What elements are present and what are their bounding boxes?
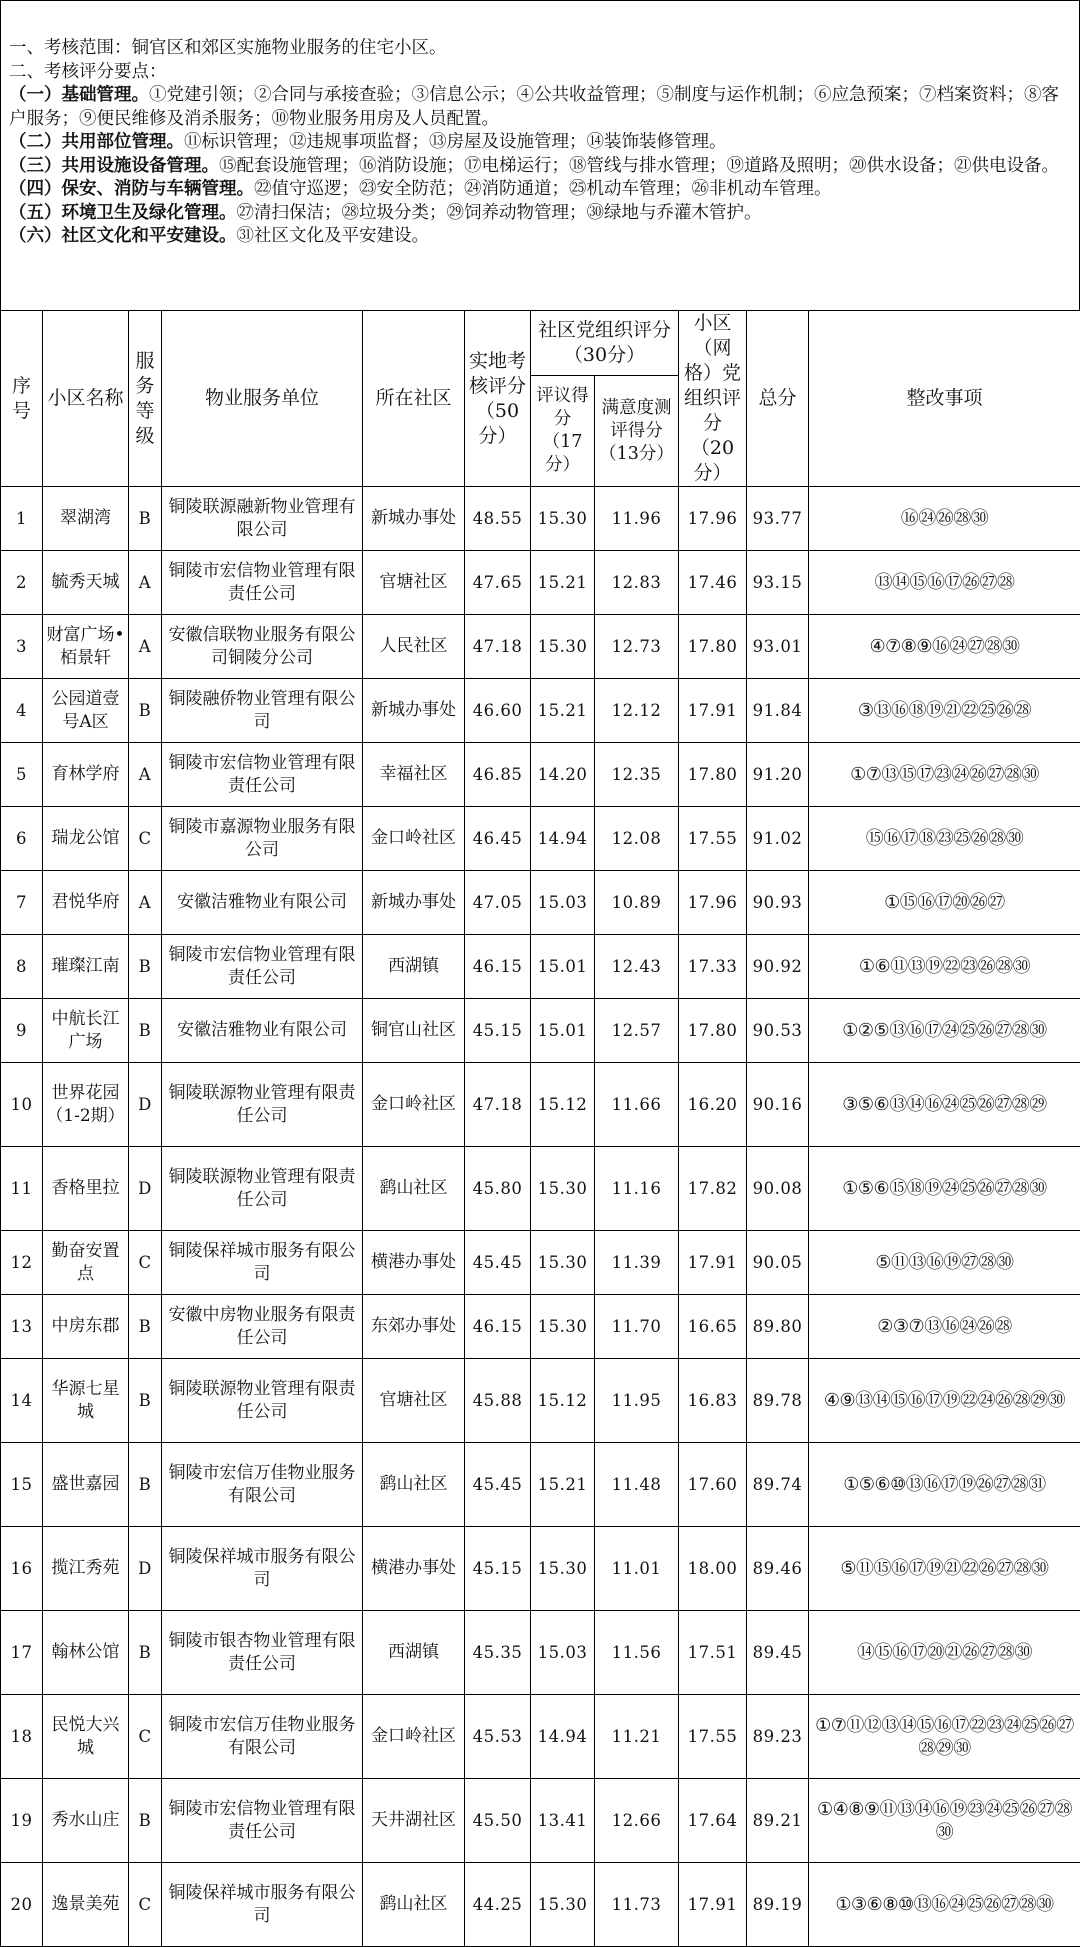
cell-total: 90.92 [747,935,809,999]
cell-field-score: 45.15 [465,999,531,1063]
score-table [0,310,1080,1947]
cell-community: 新城办事处 [363,871,465,935]
cell-review-score: 15.30 [531,1295,595,1359]
cell-field-score: 46.15 [465,935,531,999]
cell-community: 天井湖社区 [363,1779,465,1863]
cell-grid-score: 17.80 [679,743,747,807]
cell-name: 中房东郡 [43,1295,129,1359]
cell-review-score: 15.30 [531,1863,595,1947]
cell-grade: B [129,1295,162,1359]
cell-field-score: 45.45 [465,1443,531,1527]
header-party-group: 社区党组织评分（30分） [531,311,679,376]
cell-grade: A [129,871,162,935]
cell-satisfaction-score: 12.66 [595,1779,679,1863]
cell-grade: B [129,679,162,743]
cell-company: 铜陵市宏信物业管理有限责任公司 [162,935,363,999]
cell-grade: D [129,1147,162,1231]
cell-total: 90.05 [747,1231,809,1295]
cell-seq: 15 [1,1443,43,1527]
cell-review-score: 15.30 [531,487,595,551]
cell-review-score: 14.20 [531,743,595,807]
table-row [1,743,1080,807]
header-community: 所在社区 [363,311,465,487]
cell-grid-score: 18.00 [679,1527,747,1611]
cell-community: 鹞山社区 [363,1443,465,1527]
cell-seq: 5 [1,743,43,807]
cell-company: 铜陵联源物业管理有限责任公司 [162,1147,363,1231]
cell-name: 民悦大兴城 [43,1695,129,1779]
cell-field-score: 46.45 [465,807,531,871]
cell-company: 铜陵市宏信万佳物业服务有限公司 [162,1695,363,1779]
cell-satisfaction-score: 11.70 [595,1295,679,1359]
cell-company: 安徽信联物业服务有限公司铜陵分公司 [162,615,363,679]
cell-grid-score: 17.46 [679,551,747,615]
table-row [1,1695,1080,1779]
header-rectify: 整改事项 [809,311,1080,487]
cell-grade: C [129,1231,162,1295]
intro-section-1: （一）基础管理。①党建引领；②合同与承接查验；③信息公示；④公共收益管理；⑤制度与运作机制；⑥应急预案；⑦档案资料；⑧客户服务；⑨便民维修及消杀服务；⑩物业服务用房及人员配置。 [9,84,1071,131]
cell-grade: C [129,1863,162,1947]
cell-grid-score: 17.55 [679,1695,747,1779]
cell-total: 89.78 [747,1359,809,1443]
table-row [1,1527,1080,1611]
cell-name: 勤奋安置点 [43,1231,129,1295]
cell-seq: 9 [1,999,43,1063]
cell-grid-score: 16.83 [679,1359,747,1443]
cell-total: 90.93 [747,871,809,935]
cell-field-score: 45.35 [465,1611,531,1695]
cell-grid-score: 16.20 [679,1063,747,1147]
cell-review-score: 15.30 [531,1147,595,1231]
cell-total: 93.01 [747,615,809,679]
cell-seq: 3 [1,615,43,679]
cell-company: 铜陵保祥城市服务有限公司 [162,1231,363,1295]
cell-review-score: 15.01 [531,935,595,999]
cell-total: 89.19 [747,1863,809,1947]
cell-review-score: 15.12 [531,1063,595,1147]
cell-name: 翰林公馆 [43,1611,129,1695]
cell-rectify-items: ①⑦⑬⑮⑰㉓㉔㉖㉗㉘㉚ [809,743,1080,807]
cell-community: 西湖镇 [363,935,465,999]
intro-section-3: （三）共用设施设备管理。⑮配套设施管理；⑯消防设施；⑰电梯运行；⑱管线与排水管理；⑲道路及照明；⑳供水设备；㉑供电设备。 [9,155,1071,179]
header-field-score: 实地考核评分（50分） [465,311,531,487]
cell-field-score: 45.45 [465,1231,531,1295]
cell-field-score: 46.15 [465,1295,531,1359]
cell-company: 铜陵市宏信万佳物业服务有限公司 [162,1443,363,1527]
cell-seq: 11 [1,1147,43,1231]
cell-rectify-items: ⑮⑯⑰⑱㉓㉕㉖㉘㉚ [809,807,1080,871]
cell-field-score: 47.05 [465,871,531,935]
cell-total: 91.02 [747,807,809,871]
cell-community: 幸福社区 [363,743,465,807]
header-satisfaction-score: 满意度测评得分（13分） [595,376,679,487]
cell-name: 华源七星城 [43,1359,129,1443]
cell-satisfaction-score: 12.35 [595,743,679,807]
header-seq: 序号 [1,311,43,487]
cell-grade: B [129,1611,162,1695]
intro-points-heading: 二、考核评分要点： [9,61,1071,85]
cell-grade: B [129,1779,162,1863]
cell-field-score: 46.85 [465,743,531,807]
cell-satisfaction-score: 11.01 [595,1527,679,1611]
cell-grade: C [129,807,162,871]
assessment-intro [0,0,1080,310]
cell-community: 鹞山社区 [363,1147,465,1231]
cell-field-score: 45.80 [465,1147,531,1231]
cell-name: 中航长江广场 [43,999,129,1063]
cell-grade: B [129,999,162,1063]
cell-seq: 4 [1,679,43,743]
cell-grid-score: 17.82 [679,1147,747,1231]
cell-review-score: 15.30 [531,1231,595,1295]
cell-review-score: 15.03 [531,871,595,935]
cell-total: 93.77 [747,487,809,551]
cell-field-score: 45.53 [465,1695,531,1779]
cell-total: 91.20 [747,743,809,807]
cell-grid-score: 17.91 [679,1231,747,1295]
cell-name: 翠湖湾 [43,487,129,551]
cell-company: 铜陵市银杏物业管理有限责任公司 [162,1611,363,1695]
intro-section-2: （二）共用部位管理。⑪标识管理；⑫违规事项监督；⑬房屋及设施管理；⑭装饰装修管理。 [9,131,1071,155]
table-row [1,871,1080,935]
header-grade: 服务等级 [129,311,162,487]
cell-community: 铜官山社区 [363,999,465,1063]
cell-total: 89.74 [747,1443,809,1527]
cell-rectify-items: ③⑤⑥⑬⑭⑯㉔㉕㉖㉗㉘㉙ [809,1063,1080,1147]
cell-total: 91.84 [747,679,809,743]
cell-name: 璀璨江南 [43,935,129,999]
cell-grade: B [129,1443,162,1527]
cell-seq: 12 [1,1231,43,1295]
table-row [1,1779,1080,1863]
cell-grid-score: 17.51 [679,1611,747,1695]
cell-satisfaction-score: 11.16 [595,1147,679,1231]
cell-satisfaction-score: 12.08 [595,807,679,871]
header-review-score: 评议得分（17分） [531,376,595,487]
cell-community: 新城办事处 [363,487,465,551]
cell-rectify-items: ⑤⑪⑬⑯⑲㉗㉘㉚ [809,1231,1080,1295]
cell-rectify-items: ①⑮⑯⑰⑳㉖㉗ [809,871,1080,935]
cell-field-score: 44.25 [465,1863,531,1947]
cell-community: 横港办事处 [363,1527,465,1611]
cell-community: 官塘社区 [363,551,465,615]
cell-satisfaction-score: 11.48 [595,1443,679,1527]
header-total: 总分 [747,311,809,487]
table-row [1,1443,1080,1527]
cell-satisfaction-score: 12.43 [595,935,679,999]
cell-total: 90.53 [747,999,809,1063]
cell-grid-score: 17.80 [679,615,747,679]
cell-total: 89.45 [747,1611,809,1695]
cell-review-score: 15.21 [531,551,595,615]
cell-seq: 6 [1,807,43,871]
intro-scope: 一、考核范围：铜官区和郊区实施物业服务的住宅小区。 [9,37,1071,61]
cell-satisfaction-score: 11.95 [595,1359,679,1443]
cell-grade: B [129,935,162,999]
cell-company: 铜陵市宏信物业管理有限责任公司 [162,743,363,807]
cell-review-score: 14.94 [531,807,595,871]
table-row [1,1063,1080,1147]
cell-company: 铜陵联源物业管理有限责任公司 [162,1063,363,1147]
cell-total: 89.46 [747,1527,809,1611]
table-row [1,999,1080,1063]
cell-grade: C [129,1695,162,1779]
cell-community: 新城办事处 [363,679,465,743]
cell-field-score: 45.88 [465,1359,531,1443]
cell-review-score: 15.12 [531,1359,595,1443]
cell-community: 人民社区 [363,615,465,679]
cell-review-score: 15.01 [531,999,595,1063]
cell-rectify-items: ⑬⑭⑮⑯⑰㉖㉗㉘ [809,551,1080,615]
cell-grid-score: 17.91 [679,679,747,743]
cell-review-score: 13.41 [531,1779,595,1863]
cell-company: 安徽洁雅物业有限公司 [162,871,363,935]
cell-grade: B [129,1359,162,1443]
cell-satisfaction-score: 10.89 [595,871,679,935]
cell-field-score: 46.60 [465,679,531,743]
intro-section-6: （六）社区文化和平安建设。㉛社区文化及平安建设。 [9,225,1071,249]
cell-grid-score: 17.60 [679,1443,747,1527]
cell-satisfaction-score: 12.73 [595,615,679,679]
cell-rectify-items: ④⑦⑧⑨⑯㉔㉗㉘㉚ [809,615,1080,679]
intro-section-5: （五）环境卫生及绿化管理。㉗清扫保洁；㉘垃圾分类；㉙饲养动物管理；㉚绿地与乔灌木管护。 [9,202,1071,226]
cell-grid-score: 17.91 [679,1863,747,1947]
cell-name: 育林学府 [43,743,129,807]
cell-name: 君悦华府 [43,871,129,935]
cell-grid-score: 17.64 [679,1779,747,1863]
cell-seq: 19 [1,1779,43,1863]
header-grid-score: 小区（网格）党组织评分（20分） [679,311,747,487]
cell-community: 金口岭社区 [363,807,465,871]
cell-total: 93.15 [747,551,809,615]
cell-satisfaction-score: 12.57 [595,999,679,1063]
cell-field-score: 45.15 [465,1527,531,1611]
cell-company: 铜陵市宏信物业管理有限责任公司 [162,1779,363,1863]
cell-satisfaction-score: 11.73 [595,1863,679,1947]
cell-field-score: 47.65 [465,551,531,615]
cell-rectify-items: ①②⑤⑬⑯⑰㉔㉕㉖㉗㉘㉚ [809,999,1080,1063]
cell-rectify-items: ⑤⑪⑮⑯⑰⑲㉑㉒㉖㉗㉘㉚ [809,1527,1080,1611]
cell-company: 铜陵融侨物业管理有限公司 [162,679,363,743]
cell-total: 90.08 [747,1147,809,1231]
cell-rectify-items: ②③⑦⑬⑯㉔㉖㉘ [809,1295,1080,1359]
table-row [1,1611,1080,1695]
cell-seq: 14 [1,1359,43,1443]
cell-grade: A [129,743,162,807]
cell-grade: D [129,1527,162,1611]
cell-seq: 17 [1,1611,43,1695]
cell-company: 安徽洁雅物业有限公司 [162,999,363,1063]
cell-rectify-items: ⑭⑮⑯⑰⑳㉑㉖㉗㉘㉚ [809,1611,1080,1695]
cell-field-score: 47.18 [465,615,531,679]
cell-satisfaction-score: 12.83 [595,551,679,615]
cell-name: 逸景美苑 [43,1863,129,1947]
cell-seq: 18 [1,1695,43,1779]
cell-seq: 10 [1,1063,43,1147]
cell-community: 金口岭社区 [363,1695,465,1779]
cell-grid-score: 17.96 [679,871,747,935]
table-row [1,615,1080,679]
cell-rectify-items: ⑯㉔㉖㉘㉚ [809,487,1080,551]
cell-grid-score: 17.55 [679,807,747,871]
cell-name: 瑞龙公馆 [43,807,129,871]
cell-review-score: 14.94 [531,1695,595,1779]
cell-review-score: 15.30 [531,1527,595,1611]
cell-review-score: 15.21 [531,1443,595,1527]
cell-rectify-items: ③⑬⑯⑱⑲㉑㉒㉕㉖㉘ [809,679,1080,743]
cell-name: 盛世嘉园 [43,1443,129,1527]
cell-seq: 2 [1,551,43,615]
cell-name: 毓秀天城 [43,551,129,615]
cell-review-score: 15.30 [531,615,595,679]
cell-seq: 8 [1,935,43,999]
cell-name: 香格里拉 [43,1147,129,1231]
cell-rectify-items: ①⑥⑪⑬⑲㉒㉓㉖㉘㉚ [809,935,1080,999]
cell-grade: A [129,615,162,679]
cell-community: 金口岭社区 [363,1063,465,1147]
cell-satisfaction-score: 11.56 [595,1611,679,1695]
table-row [1,1295,1080,1359]
cell-rectify-items: ①④⑧⑨⑪⑬⑭⑯⑲㉓㉔㉕㉖㉗㉘㉚ [809,1779,1080,1863]
cell-field-score: 48.55 [465,487,531,551]
table-row [1,1863,1080,1947]
cell-total: 90.16 [747,1063,809,1147]
cell-company: 铜陵市宏信物业管理有限责任公司 [162,551,363,615]
table-row [1,935,1080,999]
header-name: 小区名称 [43,311,129,487]
table-row [1,487,1080,551]
cell-total: 89.21 [747,1779,809,1863]
cell-rectify-items: ①③⑥⑧⑩⑬⑯㉔㉕㉖㉗㉘㉚ [809,1863,1080,1947]
table-row [1,679,1080,743]
cell-company: 铜陵保祥城市服务有限公司 [162,1863,363,1947]
cell-community: 东郊办事处 [363,1295,465,1359]
cell-rectify-items: ④⑨⑬⑭⑮⑯⑰⑲㉒㉔㉖㉘㉙㉚ [809,1359,1080,1443]
cell-total: 89.80 [747,1295,809,1359]
cell-grid-score: 17.80 [679,999,747,1063]
cell-company: 铜陵保祥城市服务有限公司 [162,1527,363,1611]
cell-rectify-items: ①⑤⑥⑩⑬⑯⑰⑲㉖㉗㉘㉛ [809,1443,1080,1527]
cell-satisfaction-score: 11.21 [595,1695,679,1779]
table-row [1,1231,1080,1295]
cell-total: 89.23 [747,1695,809,1779]
cell-rectify-items: ①⑤⑥⑮⑱⑲㉔㉕㉖㉗㉘㉚ [809,1147,1080,1231]
cell-company: 铜陵市嘉源物业服务有限公司 [162,807,363,871]
cell-community: 西湖镇 [363,1611,465,1695]
cell-seq: 20 [1,1863,43,1947]
cell-seq: 13 [1,1295,43,1359]
cell-satisfaction-score: 11.39 [595,1231,679,1295]
cell-seq: 7 [1,871,43,935]
table-row [1,1359,1080,1443]
cell-grid-score: 16.65 [679,1295,747,1359]
cell-rectify-items: ①⑦⑪⑫⑬⑭⑮⑯⑰㉒㉓㉔㉕㉖㉗㉘㉙㉚ [809,1695,1080,1779]
cell-company: 铜陵联源物业管理有限责任公司 [162,1359,363,1443]
cell-community: 横港办事处 [363,1231,465,1295]
cell-community: 官塘社区 [363,1359,465,1443]
header-company: 物业服务单位 [162,311,363,487]
cell-grid-score: 17.33 [679,935,747,999]
table-row [1,1147,1080,1231]
table-row [1,551,1080,615]
cell-name: 秀水山庄 [43,1779,129,1863]
intro-section-4: （四）保安、消防与车辆管理。㉒值守巡逻；㉓安全防范；㉔消防通道；㉕机动车管理；㉖非机动车管理。 [9,178,1071,202]
cell-name: 揽江秀苑 [43,1527,129,1611]
cell-satisfaction-score: 12.12 [595,679,679,743]
cell-seq: 16 [1,1527,43,1611]
cell-name: 财富广场•栢景轩 [43,615,129,679]
cell-company: 铜陵联源融新物业管理有限公司 [162,487,363,551]
cell-review-score: 15.03 [531,1611,595,1695]
cell-community: 鹞山社区 [363,1863,465,1947]
cell-grade: D [129,1063,162,1147]
cell-company: 安徽中房物业服务有限责任公司 [162,1295,363,1359]
cell-name: 世界花园（1-2期） [43,1063,129,1147]
cell-satisfaction-score: 11.96 [595,487,679,551]
cell-grade: B [129,487,162,551]
cell-seq: 1 [1,487,43,551]
cell-grid-score: 17.96 [679,487,747,551]
cell-grade: A [129,551,162,615]
cell-satisfaction-score: 11.66 [595,1063,679,1147]
table-row [1,807,1080,871]
cell-field-score: 45.50 [465,1779,531,1863]
cell-name: 公园道壹号A区 [43,679,129,743]
cell-review-score: 15.21 [531,679,595,743]
cell-field-score: 47.18 [465,1063,531,1147]
